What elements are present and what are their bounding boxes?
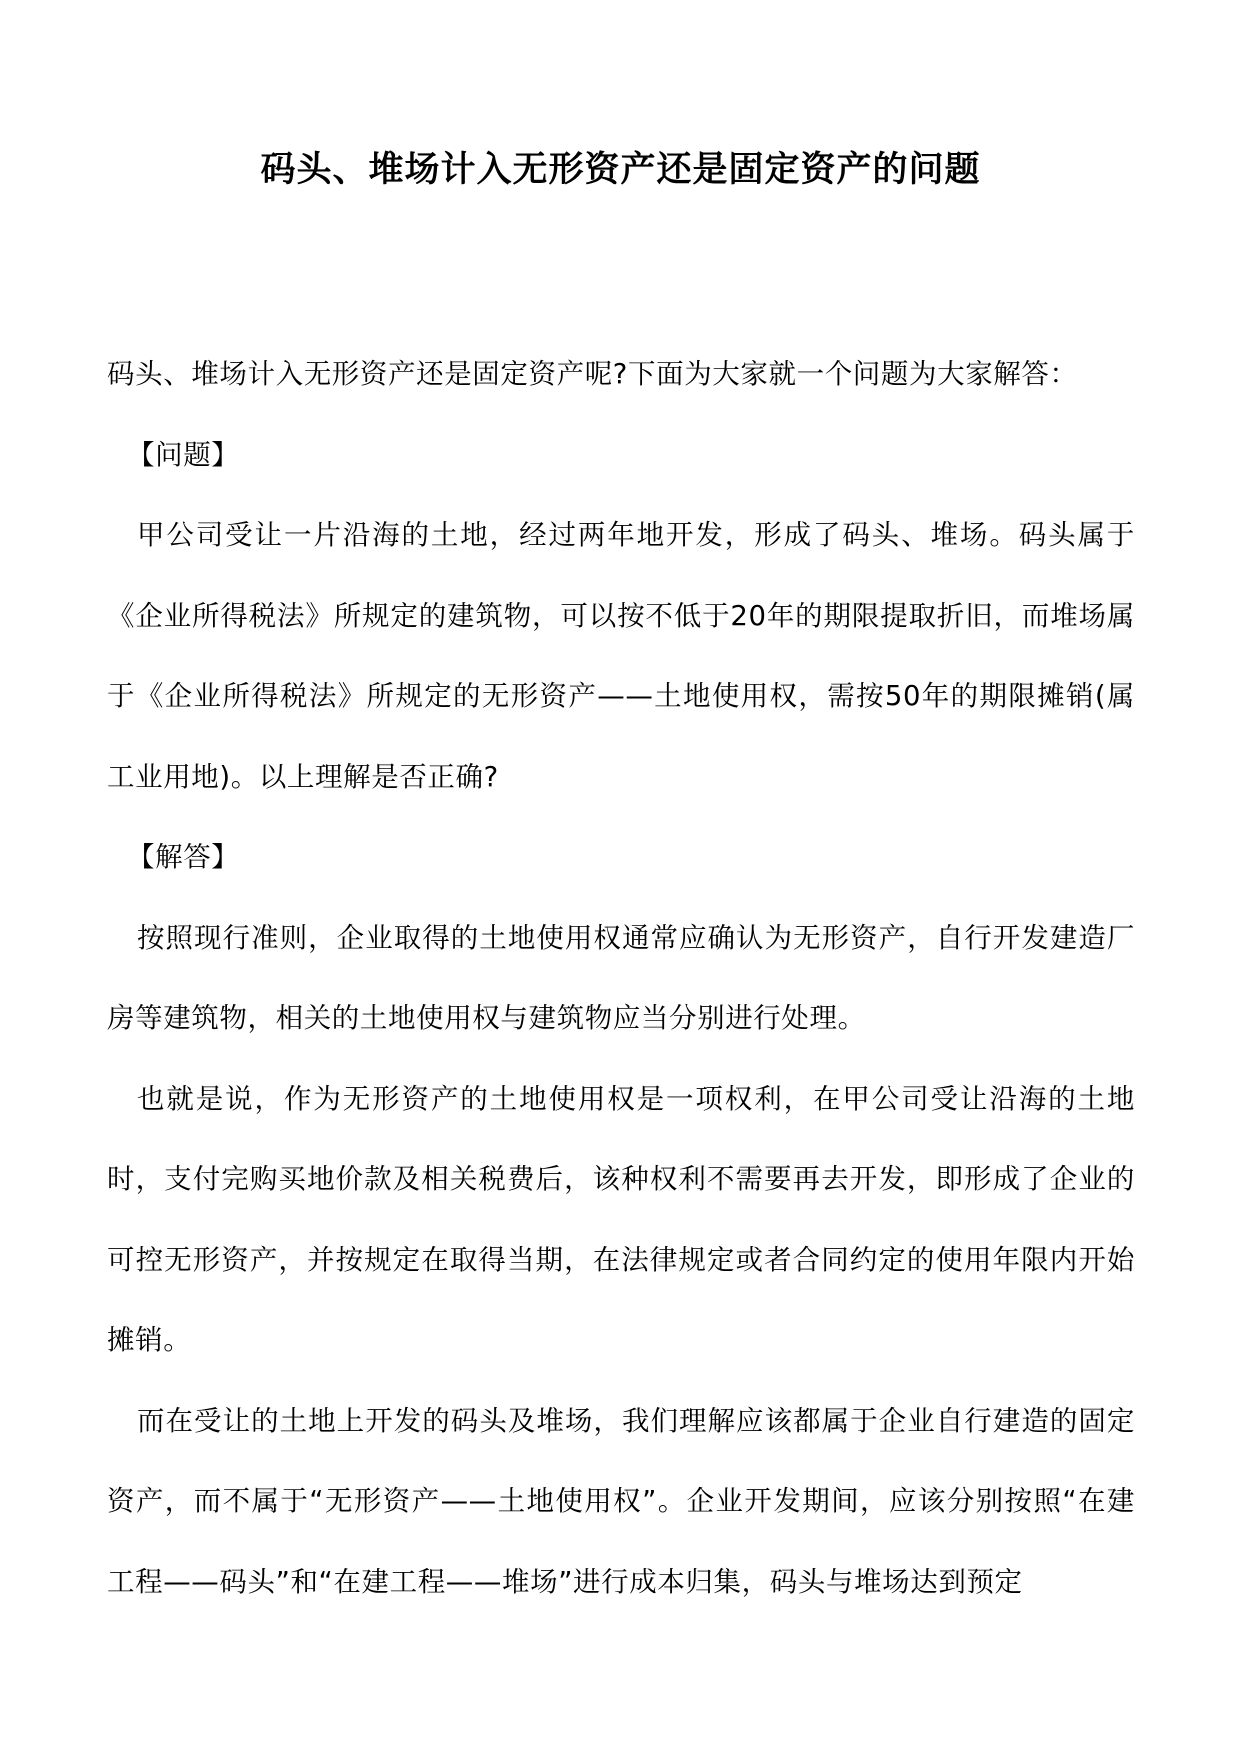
answer-paragraph-2: 也就是说，作为无形资产的土地使用权是一项权利，在甲公司受让沿海的土地时，支付完购买地价款及相关税费后，该种权利不需要再去开发，即形成了企业的可控无形资产，并按规定在取得当期，在法律规定或者合同约定的使用年限内开始摊销。 — [107, 1082, 1135, 1356]
document-body — [107, 334, 1135, 1622]
answer-paragraph-3: 而在受让的土地上开发的码头及堆场，我们理解应该都属于企业自行建造的固定资产，而不属于“无形资产——土地使用权”。企业开发期间，应该分别按照“在建工程——码头”和“在建工程——堆场”进行成本归集，码头与堆场达到预定 — [107, 1404, 1135, 1598]
intro-paragraph: 码头、堆场计入无形资产还是固定资产呢?下面为大家就一个问题为大家解答： — [107, 358, 1078, 390]
answer-heading: 【解答】 — [127, 841, 240, 873]
question-paragraph: 甲公司受让一片沿海的土地，经过两年地开发，形成了码头、堆场。码头属于《企业所得税法》所规定的建筑物，可以按不低于20年的期限提取折旧，而堆场属于《企业所得税法》所规定的无形资产——土地使用权，需按50年的期限摊销(属工业用地)。以上理解是否正确? — [107, 519, 1135, 793]
answer-paragraph-1: 按照现行准则，企业取得的土地使用权通常应确认为无形资产，自行开发建造厂房等建筑物，相关的土地使用权与建筑物应当分别进行处理。 — [107, 921, 1135, 1034]
document-title: 码头、堆场计入无形资产还是固定资产的问题 — [260, 149, 981, 190]
question-heading: 【问题】 — [127, 438, 240, 471]
